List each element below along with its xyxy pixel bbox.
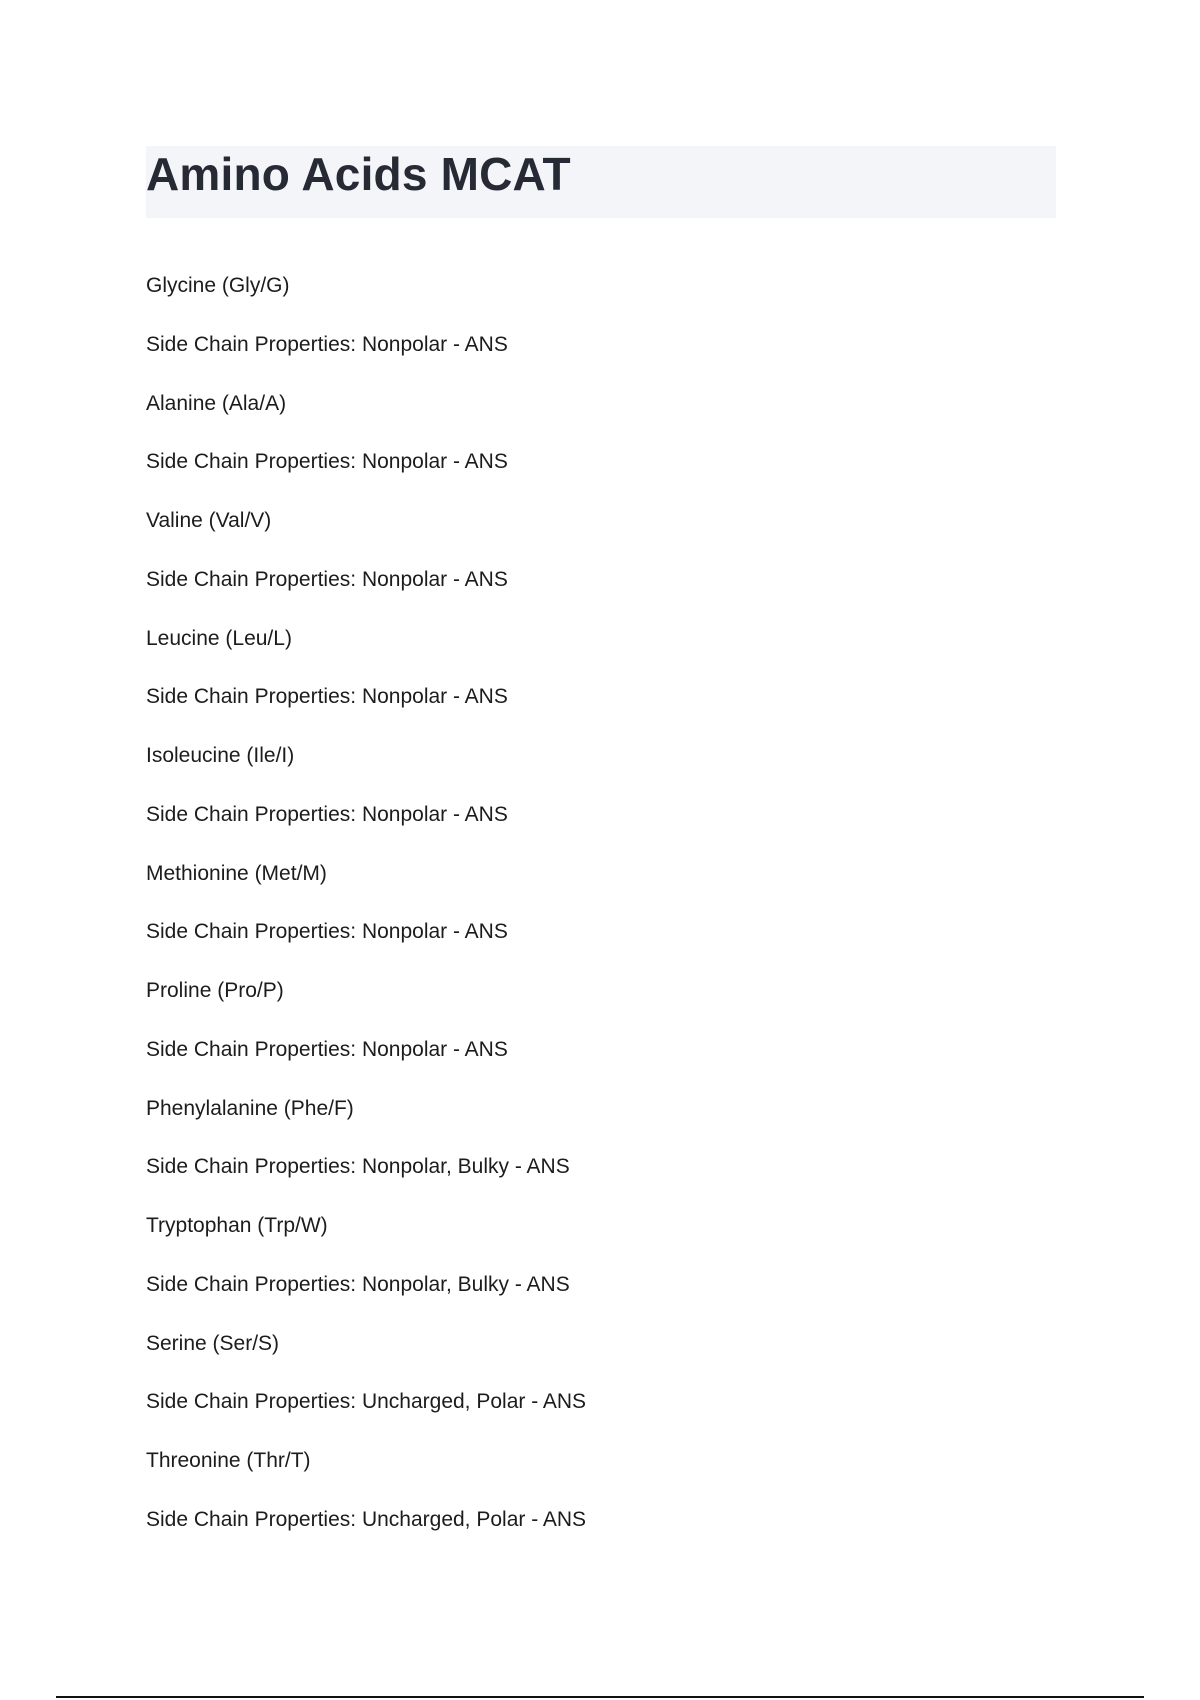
answer-line-isoleucine: Side Chain Properties: Nonpolar - ANS [146, 802, 508, 826]
answer-line-serine: Side Chain Properties: Uncharged, Polar - ANS [146, 1390, 587, 1414]
answer-line-methionine: Side Chain Properties: Nonpolar - ANS [146, 920, 508, 944]
term-line-alanine: Alanine (Ala/A) [146, 391, 287, 415]
term-line-threonine: Threonine (Thr/T) [146, 1449, 311, 1472]
term-line-leucine: Leucine (Leu/L) [146, 626, 292, 650]
term-line-glycine: Glycine (Gly/G) [146, 274, 290, 297]
answer-line-phenylalanine: Side Chain Properties: Nonpolar, Bulky - ANS [146, 1155, 570, 1179]
footer-divider [56, 1696, 1144, 1698]
entry-list [146, 269, 586, 1562]
term-line-proline: Proline (Pro/P) [146, 979, 284, 1002]
term-line-serine: Serine (Ser/S) [146, 1331, 280, 1355]
answer-line-valine: Side Chain Properties: Nonpolar - ANS [146, 567, 508, 591]
term-line-valine: Valine (Val/V) [146, 509, 272, 532]
answer-line-alanine: Side Chain Properties: Nonpolar - ANS [146, 450, 508, 474]
answer-line-leucine: Side Chain Properties: Nonpolar - ANS [146, 685, 508, 709]
answer-line-glycine: Side Chain Properties: Nonpolar - ANS [146, 332, 508, 356]
answer-line-tryptophan: Side Chain Properties: Nonpolar, Bulky - ANS [146, 1272, 570, 1296]
answer-line-proline: Side Chain Properties: Nonpolar - ANS [146, 1037, 508, 1061]
term-line-methionine: Methionine (Met/M) [146, 861, 327, 885]
term-line-phenylalanine: Phenylalanine (Phe/F) [146, 1096, 354, 1120]
term-line-isoleucine: Isoleucine (Ile/I) [146, 744, 295, 767]
term-line-tryptophan: Tryptophan (Trp/W) [146, 1214, 328, 1237]
answer-line-threonine: Side Chain Properties: Uncharged, Polar - ANS [146, 1507, 587, 1531]
title-banner [146, 146, 1056, 218]
page-title: Amino Acids MCAT [146, 148, 571, 200]
